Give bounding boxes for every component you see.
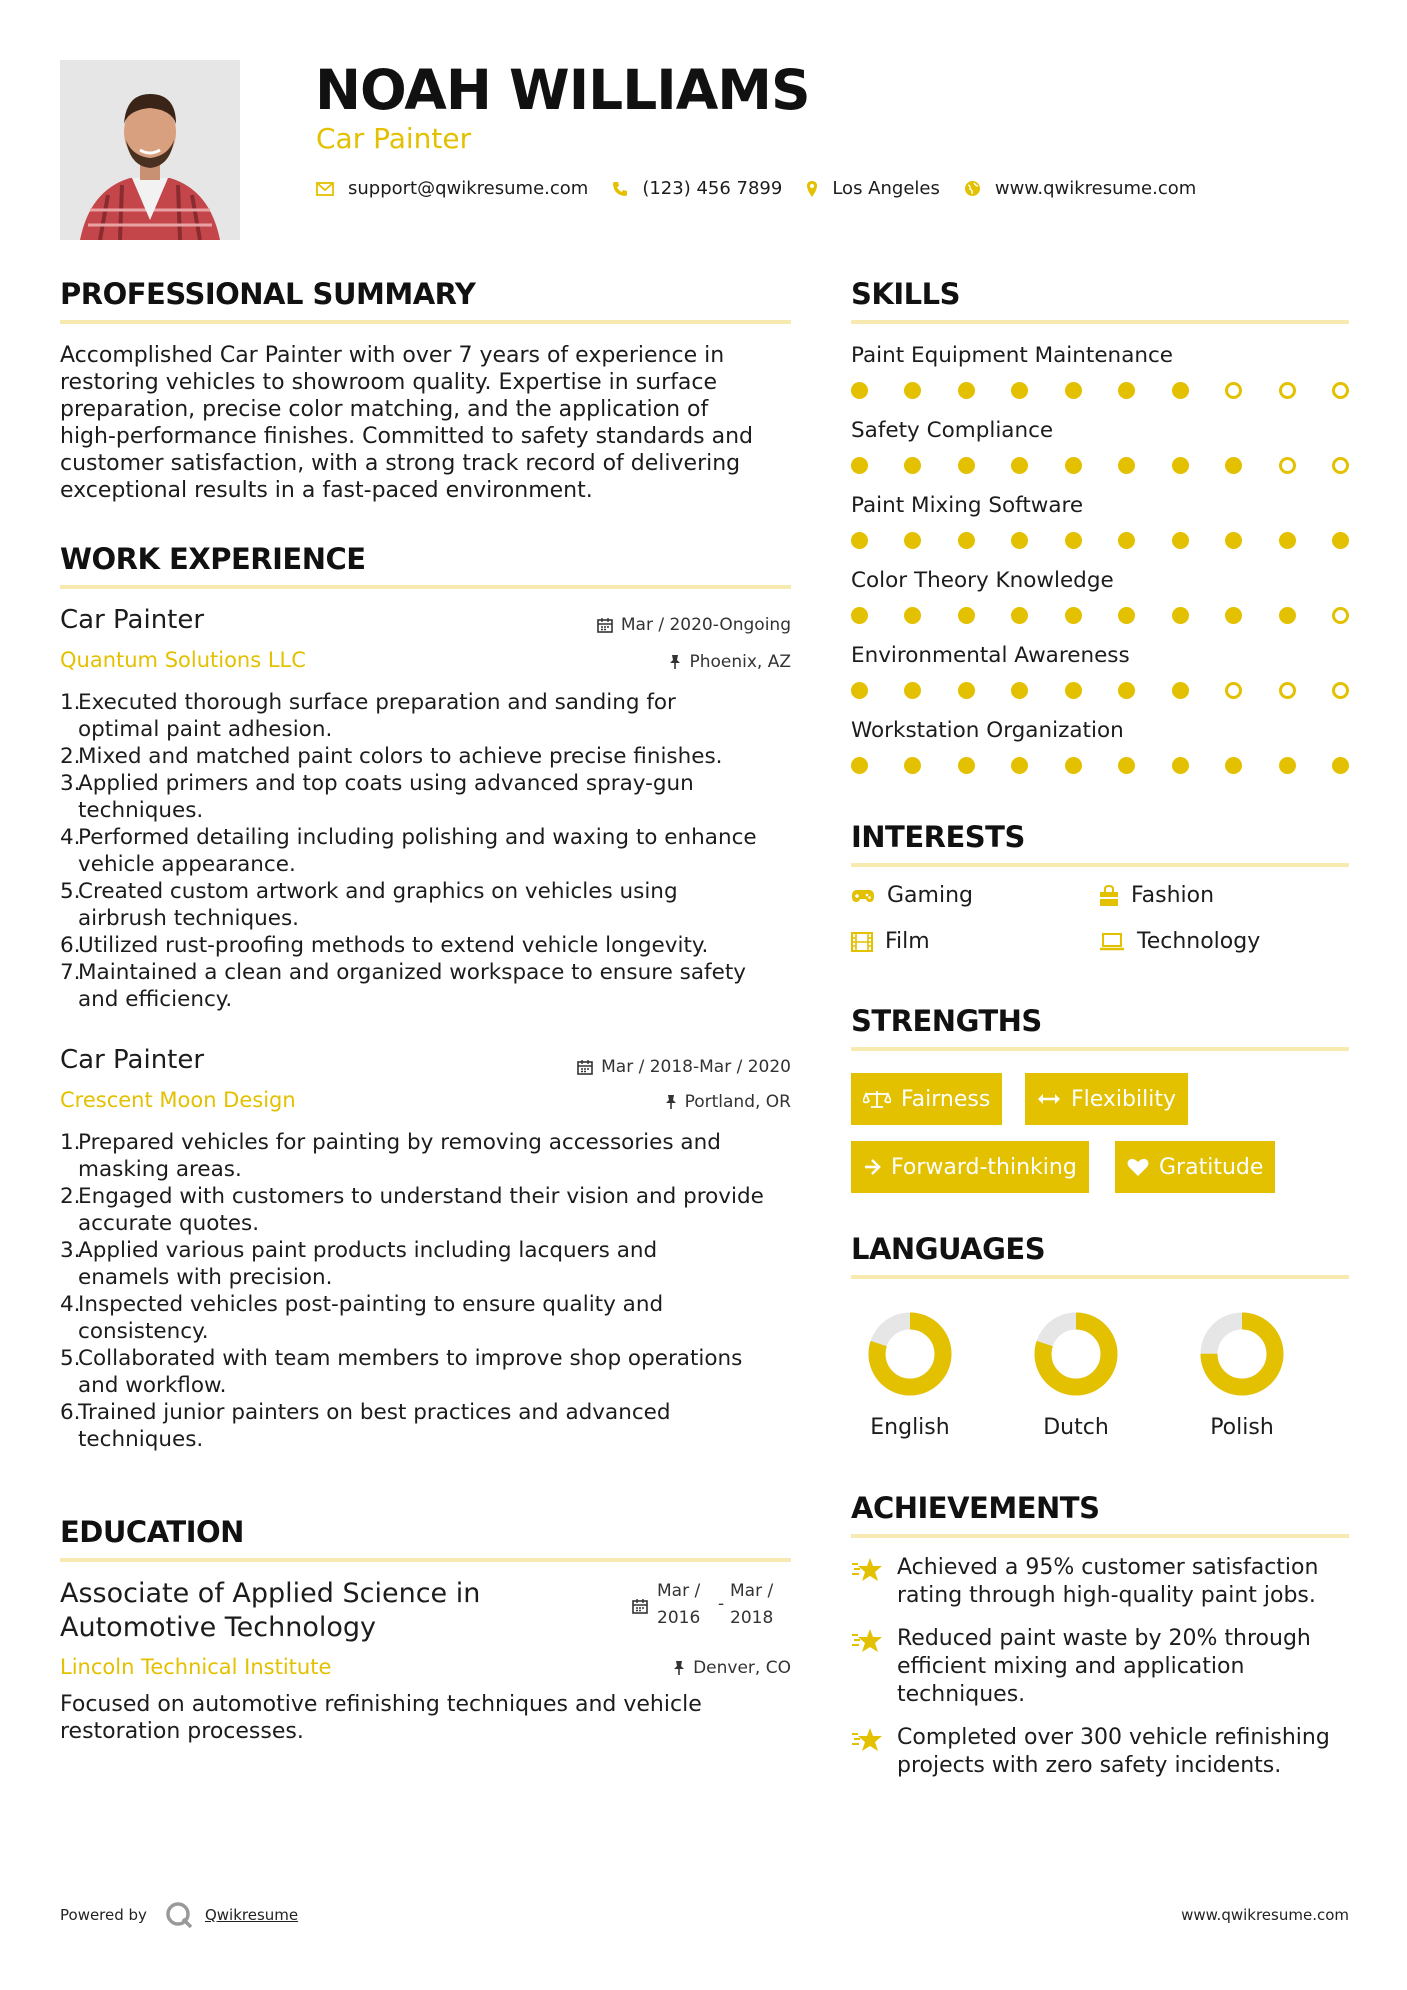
shopping-bag-icon [1099,885,1119,907]
calendar-icon [597,617,613,633]
skill-dot-filled [1225,532,1242,549]
skill-dot-filled [958,682,975,699]
degree-line: Associate of Applied Science in [60,1578,481,1609]
list-item: 2. Engaged with customers to understand their vision and provide accurate quotes. [60,1184,764,1236]
star-icon [851,1726,883,1754]
languages-heading: LANGUAGES [851,1232,1046,1266]
job-location-text: Portland, OR [684,1092,791,1112]
skill-dot-filled [958,757,975,774]
education-heading: EDUCATION [60,1515,244,1549]
calendar-icon [632,1598,648,1614]
skill-dot-filled [1011,757,1028,774]
skill-dot-filled [904,607,921,624]
job-title: Car Painter [60,1045,205,1075]
skill-dot-filled [1172,457,1189,474]
skill-dot-filled [1118,382,1135,399]
summary-line: customer satisfaction, with a strong track record of delivering [60,451,741,476]
skill-dot-empty [1332,382,1349,399]
degree-title [60,1577,620,1645]
language-donut [850,1311,970,1397]
skill-dot-filled [904,382,921,399]
calendar-icon [577,1059,593,1075]
achievement-item: Completed over 300 vehicle refinishing projects with zero safety incidents. [851,1724,1357,1780]
skill-dot-filled [1118,532,1135,549]
skill-rating [851,532,1349,552]
skill-dot-filled [1118,607,1135,624]
achievement-item: Achieved a 95% customer satisfaction rating through high-quality paint jobs. [851,1554,1357,1610]
language-name: English [870,1415,950,1440]
skill-rating [851,457,1349,477]
experience-heading: WORK EXPERIENCE [60,542,366,576]
summary-divider [60,320,791,324]
interest-item: Gaming [851,883,973,908]
job-date-text: Mar / 2020-Ongoing [620,615,791,635]
list-item: 3. Applied primers and top coats using advanced spray-gun techniques. [60,771,694,823]
job-date-text: Mar / 2018-Mar / 2020 [601,1057,791,1077]
skill-rating [851,607,1349,627]
star-icon [851,1627,883,1655]
skill-dot-filled [1065,682,1082,699]
duty-list [60,1129,800,1453]
language-donut [1016,1311,1136,1397]
skill-dot-filled [851,682,868,699]
language-donut [1182,1311,1302,1397]
laptop-icon [1099,933,1125,951]
skill-dot-filled [958,532,975,549]
summary-heading: PROFESSIONAL SUMMARY [60,277,476,311]
degree-line: Automotive Technology [60,1612,377,1643]
pushpin-icon [669,654,681,670]
skill-dot-filled [1279,532,1296,549]
company-name: Quantum Solutions LLC [60,648,306,672]
skill-dot-filled [958,607,975,624]
achievements-divider [851,1534,1349,1538]
skill-dot-filled [1011,682,1028,699]
skill-dot-filled [1172,757,1189,774]
skill-dot-filled [1172,607,1189,624]
website-text: www.qwikresume.com [994,178,1197,199]
list-item: 7. Maintained a clean and organized workspace to ensure safety and efficiency. [60,960,747,1012]
skill-rating [851,757,1349,777]
company-name: Crescent Moon Design [60,1088,296,1112]
job-date [597,615,791,635]
heart-icon [1127,1157,1149,1177]
skill-dot-filled [1118,682,1135,699]
skill-dot-filled [851,757,868,774]
skill-dot-filled [1065,457,1082,474]
interest-item: Fashion [1099,883,1214,908]
skill-dot-filled [851,607,868,624]
job-location [669,652,791,672]
language-level-chart [867,1311,953,1397]
job-location [665,1092,791,1112]
globe-icon [964,180,981,197]
summary-text [60,342,800,504]
contact-location [806,178,940,199]
education-end-date: Mar / 2018 [730,1581,774,1628]
list-item: 4. Inspected vehicles post-painting to ensure quality and consistency. [60,1292,664,1344]
map-pin-icon [806,180,818,198]
list-item: 4. Performed detailing including polishing and waxing to enhance vehicle appearance. [60,825,757,877]
skill-rating [851,682,1349,702]
email-text: support@qwikresume.com [348,178,589,199]
footer-powered-by: Powered by Qwikresume [60,1901,298,1929]
skill-name: Paint Mixing Software [851,493,1084,518]
skill-dot-filled [1332,757,1349,774]
skill-dot-filled [1011,382,1028,399]
list-item: 3. Applied various paint products including lacquers and enamels with precision. [60,1238,658,1290]
film-icon [851,932,873,952]
skill-dot-filled [1011,457,1028,474]
strength-badge: Fairness [851,1073,1002,1125]
skill-dot-empty [1279,682,1296,699]
education-start-date: Mar / 2016 [657,1581,701,1628]
summary-line: Accomplished Car Painter with over 7 years of experience in [60,343,725,368]
skill-dot-filled [1172,382,1189,399]
qwikresume-logo-icon [165,1901,193,1929]
skill-dot-empty [1332,607,1349,624]
pushpin-icon [665,1094,677,1110]
skill-dot-empty [1279,382,1296,399]
star-icon [851,1556,883,1584]
skill-name: Color Theory Knowledge [851,568,1114,593]
strengths-heading: STRENGTHS [851,1004,1042,1038]
skills-divider [851,320,1349,324]
skill-dot-filled [1332,532,1349,549]
achievements-heading: ACHIEVEMENTS [851,1491,1100,1525]
skill-dot-filled [1225,607,1242,624]
contact-email[interactable] [316,178,588,199]
skill-dot-filled [1118,757,1135,774]
interest-item: Film [851,929,930,954]
balance-scale-icon [863,1089,891,1109]
language-level-chart [1199,1311,1285,1397]
strength-badge: Gratitude [1115,1141,1275,1193]
interests-divider [851,863,1349,867]
language-name: Polish [1210,1415,1274,1440]
achievement-item: Reduced paint waste by 20% through efficient mixing and application techniques. [851,1625,1357,1709]
duty-list [60,689,800,1013]
strengths-divider [851,1047,1349,1051]
education-description: Focused on automotive refinishing techniques and vehicle restoration processes. [60,1692,702,1744]
language-level-chart [1033,1311,1119,1397]
pushpin-icon [673,1660,685,1676]
list-item: 6. Utilized rust-proofing methods to extend vehicle longevity. [60,933,709,958]
envelope-icon [316,182,334,196]
job-location-text: Phoenix, AZ [689,652,791,672]
summary-line: preparation, precise color matching, and the application of [60,397,709,422]
interests-heading: INTERESTS [851,820,1025,854]
location-text: Los Angeles [832,178,940,199]
skill-dot-filled [1279,607,1296,624]
strength-badge: Forward-thinking [851,1141,1089,1193]
strength-badge: Flexibility [1025,1073,1188,1125]
summary-line: high-performance finishes. Committed to safety standards and [60,424,753,449]
skill-dot-empty [1332,457,1349,474]
skill-name: Workstation Organization [851,718,1124,743]
footer-brand-link[interactable]: Qwikresume [204,1906,299,1924]
skill-dot-empty [1225,382,1242,399]
skill-dot-filled [851,382,868,399]
skill-dot-filled [904,757,921,774]
job-title: Car Painter [60,605,205,635]
skill-dot-filled [851,532,868,549]
skills-heading: SKILLS [851,277,960,311]
profile-photo [60,60,240,240]
skill-dot-empty [1279,457,1296,474]
education-location: Denver, CO [673,1658,791,1678]
job-date [577,1057,791,1077]
skill-dot-filled [904,532,921,549]
skill-dot-filled [1065,382,1082,399]
skill-dot-filled [904,457,921,474]
list-item: 2. Mixed and matched paint colors to achieve precise finishes. [60,744,723,769]
contact-website[interactable] [964,178,1196,199]
contact-bar [316,178,1220,199]
skill-dot-filled [958,457,975,474]
gamepad-icon [851,888,875,904]
list-item: 1. Prepared vehicles for painting by removing accessories and masking areas. [60,1130,721,1182]
skill-name: Environmental Awareness [851,643,1130,668]
skill-dot-empty [1225,682,1242,699]
skill-rating [851,382,1349,402]
skill-dot-empty [1332,682,1349,699]
summary-line: restoring vehicles to showroom quality. Expertise in surface [60,370,718,395]
skill-name: Paint Equipment Maintenance [851,343,1174,368]
phone-icon [612,181,628,197]
footer-website[interactable]: www.qwikresume.com [1181,1906,1349,1924]
language-name: Dutch [1043,1415,1109,1440]
skill-dot-filled [1225,757,1242,774]
list-item: 1. Executed thorough surface preparation and sanding for optimal paint adhesion. [60,690,676,742]
skill-dot-filled [851,457,868,474]
skill-dot-filled [958,382,975,399]
candidate-name: NOAH WILLIAMS [315,58,810,122]
skill-dot-filled [1172,532,1189,549]
education-date-dash: - [718,1594,725,1614]
interest-item: Technology [1099,929,1260,954]
phone-text: (123) 456 7899 [642,178,783,199]
arrows-horizontal-icon [1037,1092,1061,1106]
skill-dot-filled [1065,607,1082,624]
list-item: 6. Trained junior painters on best practices and advanced techniques. [60,1400,671,1452]
skill-dot-filled [1172,682,1189,699]
skill-dot-filled [1118,457,1135,474]
skill-dot-filled [1065,532,1082,549]
skill-name: Safety Compliance [851,418,1054,443]
contact-phone[interactable] [612,178,782,199]
candidate-title: Car Painter [316,122,472,155]
skill-dot-filled [1279,757,1296,774]
school-name: Lincoln Technical Institute [60,1655,332,1679]
list-item: 5. Created custom artwork and graphics on vehicles using airbrush techniques. [60,879,678,931]
education-divider [60,1558,791,1562]
experience-divider [60,585,791,589]
list-item: 5. Collaborated with team members to improve shop operations and workflow. [60,1346,743,1398]
languages-divider [851,1275,1349,1279]
arrow-right-icon [863,1158,881,1176]
skill-dot-filled [1011,607,1028,624]
summary-line: exceptional results in a fast-paced environment. [60,478,593,503]
skill-dot-filled [1225,457,1242,474]
skill-dot-filled [1011,532,1028,549]
skill-dot-filled [1065,757,1082,774]
skill-dot-filled [904,682,921,699]
